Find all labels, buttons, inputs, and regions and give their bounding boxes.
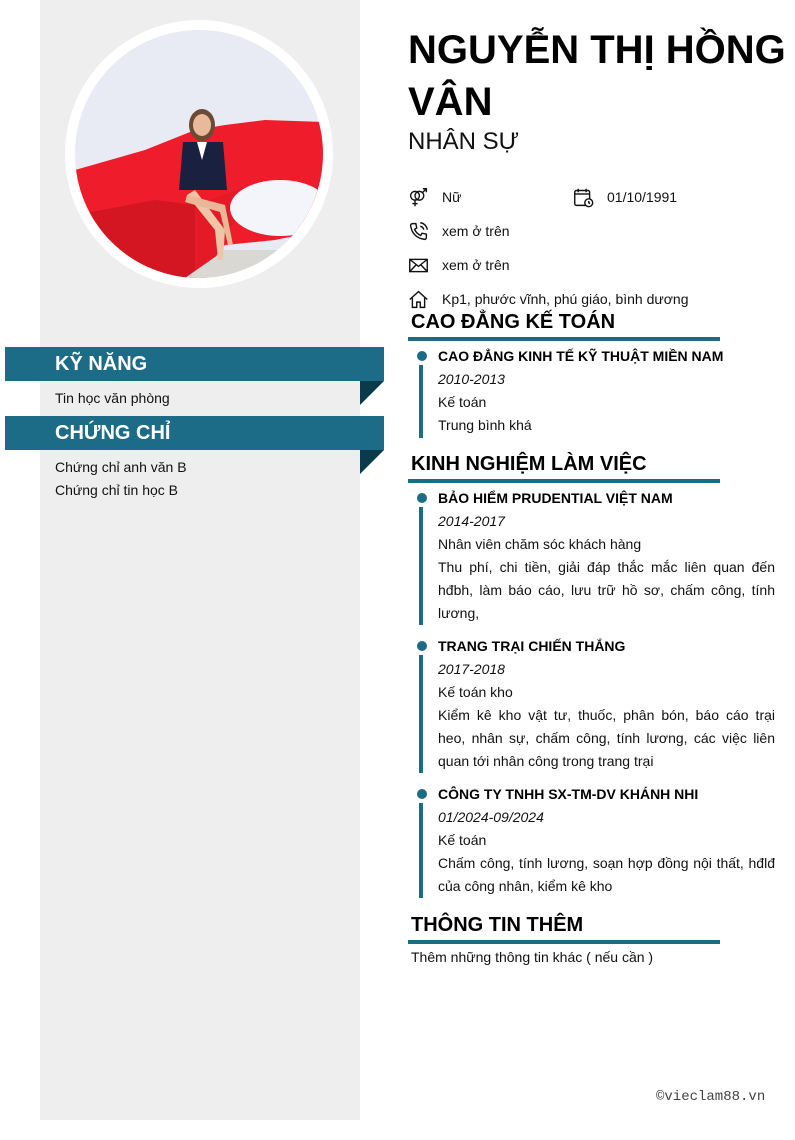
birthdate-row — [572, 186, 677, 208]
job-description: Kiểm kê kho vật tư, thuốc, phân bón, báo cáo trại heo, nhân sự, chấm công, tính lương, các việc liên quan tới nhân công trong trang trại — [438, 707, 775, 769]
job-description: Chấm công, tính lương, soạn hợp đồng nội thất, hđlđ của công nhân, kiểm kê kho — [438, 855, 775, 894]
certificates-section-header: CHỨNG CHỈ — [5, 416, 384, 450]
avatar-photo — [75, 30, 323, 278]
certificates-list — [55, 456, 187, 502]
job-period: 01/2024-09/2024 — [438, 809, 544, 825]
ribbon-fold — [360, 381, 384, 405]
certificate-item: Chứng chỉ tin học B — [55, 482, 178, 498]
timeline-dot — [417, 351, 427, 361]
timeline-dot — [417, 493, 427, 503]
timeline-bar — [419, 365, 423, 438]
candidate-name: NGUYỄN THỊ HỒNG VÂN — [408, 28, 786, 124]
education-section-title: CAO ĐẲNG KẾ TOÁN — [408, 311, 720, 341]
candidate-position: NHÂN SỰ — [408, 128, 520, 155]
timeline-dot — [417, 641, 427, 651]
skills-section-header: KỸ NĂNG — [5, 347, 384, 381]
additional-text: Thêm những thông tin khác ( nếu cần ) — [411, 949, 654, 965]
envelope-icon — [407, 254, 429, 276]
experience-entry — [408, 635, 775, 773]
timeline-bar — [419, 507, 423, 625]
skills-list — [55, 387, 170, 410]
email-row — [407, 254, 510, 276]
email-value: xem ở trên — [442, 257, 510, 273]
experience-entry — [408, 487, 775, 625]
address-value: Kp1, phước vĩnh, phú giáo, bình dương — [442, 291, 689, 307]
company-name: CÔNG TY TNHH SX-TM-DV KHÁNH NHI — [438, 786, 699, 802]
gender-value: Nữ — [442, 189, 462, 205]
additional-section-title: THÔNG TIN THÊM — [408, 914, 720, 944]
skill-item: Tin học văn phòng — [55, 390, 170, 406]
home-icon — [407, 288, 429, 310]
job-role: Kế toán kho — [438, 684, 513, 700]
job-role: Nhân viên chăm sóc khách hàng — [438, 536, 642, 552]
address-row — [407, 288, 689, 310]
timeline-bar — [419, 803, 423, 898]
phone-value: xem ở trên — [442, 223, 510, 239]
job-period: 2017-2018 — [438, 661, 505, 677]
ribbon-fold — [360, 450, 384, 474]
company-name: BẢO HIỂM PRUDENTIAL VIỆT NAM — [438, 490, 673, 506]
phone-icon — [407, 220, 429, 242]
experience-entry — [408, 783, 775, 898]
watermark: ©vieclam88.vn — [656, 1089, 766, 1105]
gender-row — [407, 186, 461, 208]
experience-section-title: KINH NGHIỆM LÀM VIỆC — [408, 453, 720, 483]
timeline-dot — [417, 789, 427, 799]
job-description: Thu phí, chi tiền, giải đáp thắc mắc liên quan đến hđbh, làm báo cáo, lưu trữ hồ sơ, chấm công, tính lương, — [438, 559, 775, 621]
birthdate-value: 01/10/1991 — [607, 189, 678, 205]
gender-icon — [407, 186, 429, 208]
education-period: 2010-2013 — [438, 371, 505, 387]
job-period: 2014-2017 — [438, 513, 505, 529]
certificate-item: Chứng chỉ anh văn B — [55, 459, 187, 475]
phone-row — [407, 220, 510, 242]
school-name: CAO ĐẲNG KINH TẾ KỸ THUẬT MIỀN NAM — [438, 348, 724, 364]
education-entry — [408, 345, 775, 437]
job-role: Kế toán — [438, 832, 487, 848]
education-major: Kế toán — [438, 394, 487, 410]
timeline-bar — [419, 655, 423, 773]
education-grade: Trung bình khá — [438, 417, 532, 433]
calendar-icon — [572, 186, 594, 208]
company-name: TRANG TRẠI CHIẾN THẮNG — [438, 638, 626, 654]
